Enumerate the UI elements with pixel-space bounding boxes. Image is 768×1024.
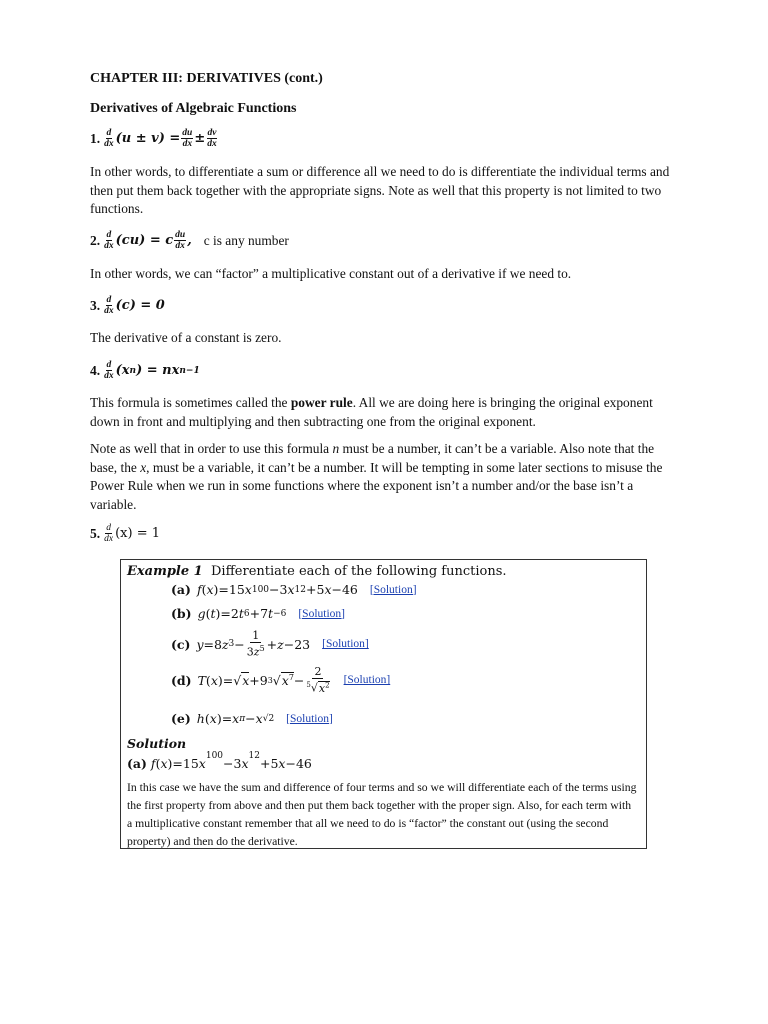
solution-link-d[interactable]: [Solution]: [343, 674, 391, 687]
rule-2-formula: 2. $\frac{d}{dx}$ (cu) = c $\frac{du}{dx}$ , c is any number: [90, 230, 289, 251]
rule-expression: (c) = 0: [115, 298, 165, 313]
solution-link-e[interactable]: [Solution]: [286, 712, 333, 725]
solution-link-c[interactable]: [Solution]: [322, 638, 369, 651]
example-title: Example 1 Differentiate each of the following functions.: [127, 564, 507, 579]
rule-expression: (x) = 1: [115, 526, 160, 541]
rule-5-formula: 5. $\frac{d}{dx}$ (x) = 1: [90, 523, 160, 544]
rule-expression: (cu) = c: [115, 233, 174, 248]
d-dx-operator: $\frac{d}{dx}$: [104, 523, 114, 544]
solution-text: In this case we have the sum and difference of four terms and so we will differentiate each of the terms using the first property from above and then put them back together with the proper sign. Also, for each term with a multiplicative constant remember that all we need to do is “factor” the constant out (using the second property) and then do the derivative.: [127, 781, 637, 848]
example-item-e: (e) h ( x )= x π − x √2 [Solution]: [171, 711, 333, 726]
du-dx-fraction: $\frac{du}{dx}$: [182, 128, 193, 149]
d-dx-operator: $\frac{d}{dx}$: [104, 360, 114, 381]
example-box: [120, 559, 647, 849]
d-dx-operator: $\frac{d}{dx}$: [104, 295, 114, 316]
solution-heading: Solution: [127, 736, 187, 751]
power-rule-explanation: This formula is sometimes called the power rule. All we are doing here is bringing the original exponent down in front and multiplying and then subtracting one from the original exponent.: [90, 395, 653, 429]
example-item-d: (d) T ( x )=√ x +9 3 √ $x^7$ − 2 $^5√x^2$ [Solution]: [171, 665, 391, 695]
rule-1-formula: [90, 128, 219, 149]
d-dx-operator: $\frac{d}{dx}$: [104, 230, 114, 251]
plus-minus-sign: ±: [194, 131, 206, 146]
d-dx-operator: $\frac{d}{dx}$: [104, 128, 114, 149]
rule-2-explanation: In other words, we can “factor” a multiplicative constant out of a derivative if we need to.: [90, 266, 572, 281]
solution-link-b[interactable]: [Solution]: [298, 607, 345, 620]
power-rule-term: power rule: [290, 395, 353, 410]
solution-a-equation: (a) f ( x )=15 x 100 −3 x 12 +5 x −46: [127, 751, 312, 771]
rule-3-formula: 3. $\frac{d}{dx}$ (c) = 0: [90, 295, 165, 316]
rule-number: 1.: [90, 130, 101, 146]
du-dx-fraction: $\frac{du}{dx}$: [175, 230, 186, 251]
example-item-c: (c) y =8 z 3 − 1 $3z^5$ + z −23 [Solution]: [171, 629, 369, 659]
example-item-b: (b) g ( t )=2 t 6 +7 t −6 [Solution]: [171, 606, 345, 621]
chapter-title: CHAPTER III: DERIVATIVES (cont.): [90, 71, 323, 86]
power-rule-note: Note as well that in order to use this formula n must be a number, it can’t be a variable. Also note that the base, the x, must be a variable, it can’t be a number. It will be tempting in some later sections to misuse the Power Rule when we run in some functions where the exponent isn’t a number and/or the base isn’t a variable.: [90, 441, 663, 512]
section-title: Derivatives of Algebraic Functions: [90, 101, 297, 116]
dv-dx-fraction: $\frac{dv}{dx}$: [207, 128, 217, 149]
rule-1-explanation: In other words, to differentiate a sum or difference all we need to do is differentiate the individual terms and then put them back together with the appropriate signs. Note as well that this property is not limited to two functions.: [90, 164, 670, 216]
rule-expression: (u ± v) =: [115, 131, 181, 146]
rule-3-explanation: The derivative of a constant is zero.: [90, 330, 282, 345]
rule-4-formula: 4. $\frac{d}{dx}$ (x n ) = nx n−1: [90, 360, 200, 381]
rule-2-note: c is any number: [203, 232, 289, 248]
solution-link-a[interactable]: [Solution]: [369, 583, 417, 596]
example-item-a: (a) f ( x )=15 x 100 −3 x 12 +5 x −46 [Solution]: [171, 582, 417, 597]
